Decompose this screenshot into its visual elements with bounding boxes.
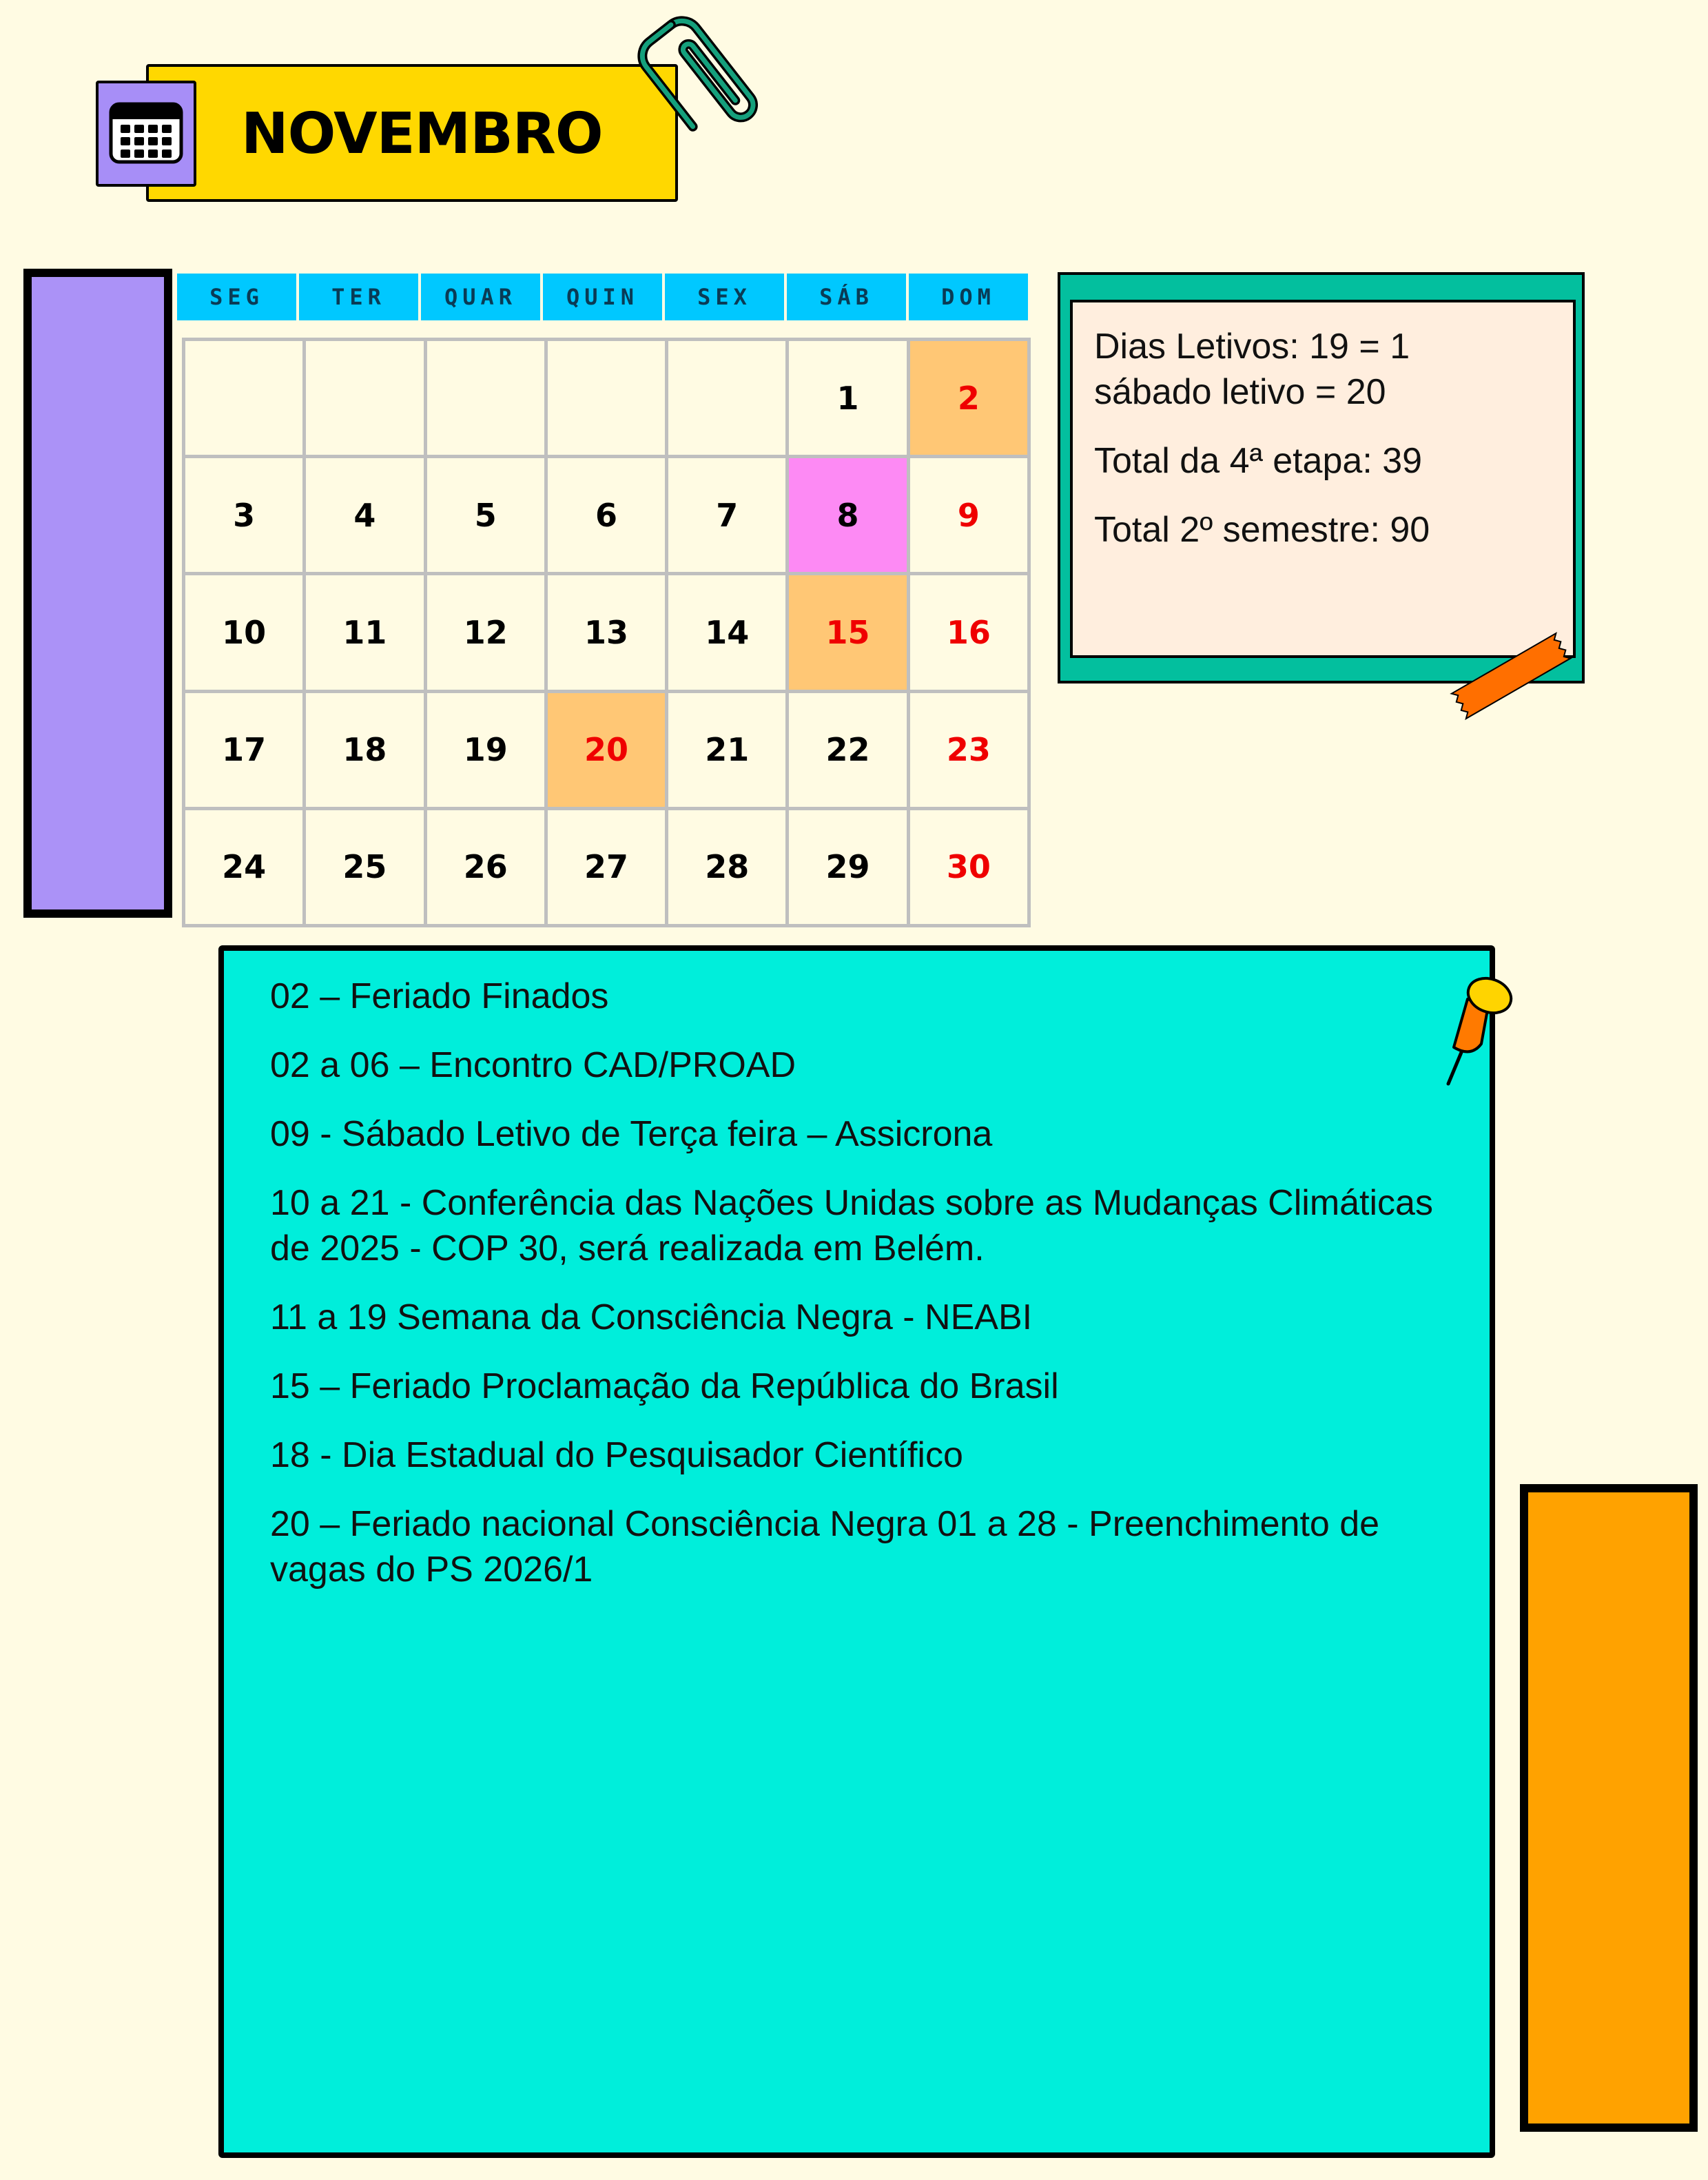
event-item: 11 a 19 Semana da Consciência Negra - NEABI [270, 1297, 1033, 1337]
calendar-day: 30 [910, 810, 1027, 924]
calendar-day: 24 [185, 810, 302, 924]
calendar-day: 11 [306, 575, 423, 689]
calendar-day: 12 [427, 575, 544, 689]
calendar-day: 5 [427, 458, 544, 572]
calendar-day [548, 341, 665, 455]
calendar-day: 21 [668, 693, 785, 807]
weekday-header: QUAR [421, 274, 540, 320]
event-item: 10 a 21 - Conferência das Nações Unidas sobre as Mudanças Climáticas de 2025 - COP 30, será realizada em Belém. [270, 1183, 1433, 1268]
event-item: 20 – Feriado nacional Consciência Negra 01 a 28 - Preenchimento de vagas do PS 2026/1 [270, 1504, 1380, 1590]
calendar-day: 2 [910, 341, 1027, 455]
paperclip-icon [637, 14, 758, 141]
calendar-day: 17 [185, 693, 302, 807]
info-stage-total: Total da 4ª etapa: 39 [1094, 441, 1423, 481]
calendar-day: 20 [548, 693, 665, 807]
calendar-icon [96, 81, 196, 187]
tape-icon [1437, 620, 1585, 730]
calendar-day: 4 [306, 458, 423, 572]
calendar-day [306, 341, 423, 455]
calendar-day: 29 [789, 810, 906, 924]
weekday-header: SÁB [787, 274, 906, 320]
calendar-day: 8 [789, 458, 906, 572]
month-title: NOVEMBRO [241, 101, 603, 167]
calendar-day: 28 [668, 810, 785, 924]
calendar-day: 6 [548, 458, 665, 572]
calendar-day: 14 [668, 575, 785, 689]
calendar-day [668, 341, 785, 455]
calendar-day: 22 [789, 693, 906, 807]
info-semester-total: Total 2º semestre: 90 [1094, 510, 1430, 550]
decorative-orange-bar [1520, 1484, 1698, 2132]
weekday-header: TER [299, 274, 418, 320]
calendar-day: 7 [668, 458, 785, 572]
info-saturday-days: sábado letivo = 20 [1094, 372, 1386, 412]
calendar-day [185, 341, 302, 455]
calendar-day [427, 341, 544, 455]
calendar-day: 10 [185, 575, 302, 689]
weekday-header: SEG [177, 274, 296, 320]
info-school-days: Dias Letivos: 19 = 1 [1094, 327, 1410, 367]
weekday-header: QUIN [543, 274, 662, 320]
calendar-grid [182, 338, 1031, 927]
calendar-day: 19 [427, 693, 544, 807]
event-item: 02 a 06 – Encontro CAD/PROAD [270, 1045, 796, 1085]
calendar-day: 3 [185, 458, 302, 572]
weekday-header: DOM [909, 274, 1028, 320]
calendar-day: 23 [910, 693, 1027, 807]
event-item: 15 – Feriado Proclamação da República do Brasil [270, 1366, 1059, 1406]
calendar-day: 13 [548, 575, 665, 689]
calendar-day: 27 [548, 810, 665, 924]
calendar-day: 25 [306, 810, 423, 924]
calendar-day: 26 [427, 810, 544, 924]
event-item: 02 – Feriado Finados [270, 976, 609, 1016]
decorative-purple-bar [23, 269, 172, 918]
calendar-day: 18 [306, 693, 423, 807]
calendar-day: 9 [910, 458, 1027, 572]
event-item: 18 - Dia Estadual do Pesquisador Científico [270, 1435, 963, 1475]
pushpin-icon [1433, 968, 1516, 1089]
weekday-header: SEX [665, 274, 784, 320]
calendar-day: 15 [789, 575, 906, 689]
calendar-day: 1 [789, 341, 906, 455]
event-item: 09 - Sábado Letivo de Terça feira – Assicrona [270, 1114, 993, 1154]
calendar-day: 16 [910, 575, 1027, 689]
